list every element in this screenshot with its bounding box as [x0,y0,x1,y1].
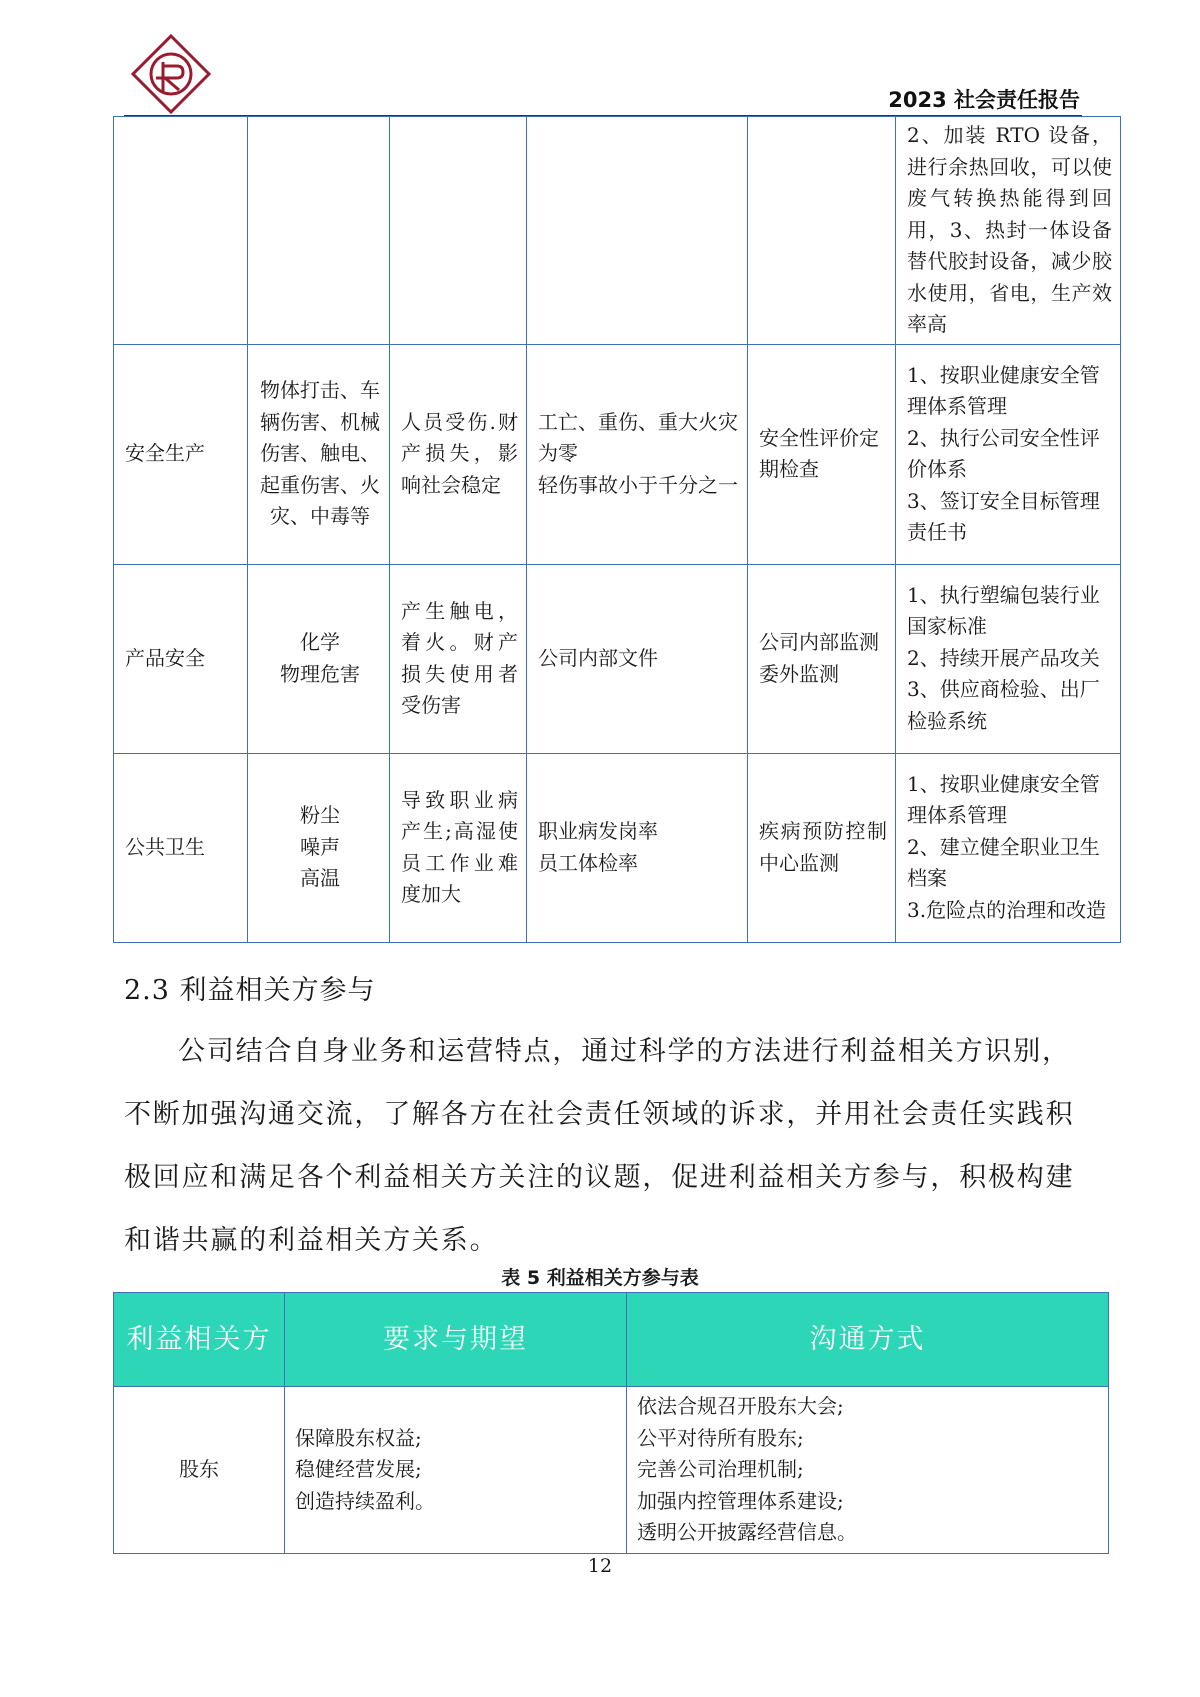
table-row [114,117,1121,345]
section-heading: 2.3 利益相关方参与 [124,975,376,1006]
table-cell: 依法合规召开股东大会; 公平对待所有股东; 完善公司治理机制; 加强内控管理体系建设; 透明公开披露经营信息。 [627,1387,1109,1554]
risk-table [113,116,1121,943]
table-cell: 产生触电，着火。财产损失使用者受伤害 [390,564,527,753]
table-cell [390,117,527,345]
column-header: 要求与期望 [285,1293,627,1387]
column-header: 利益相关方 [114,1293,285,1387]
table-cell [527,117,748,345]
table-header-row [114,1293,1109,1387]
table-cell: 公司内部文件 [527,564,748,753]
table-cell: 职业病发岗率 员工体检率 [527,753,748,942]
report-title: 2023 社会责任报告 [888,88,1080,112]
section-paragraph: 公司结合自身业务和运营特点，通过科学的方法进行利益相关方识别，不断加强沟通交流，了解各方在社会责任领域的诉求，并用社会责任实践积极回应和满足各个利益相关方关注的议题，促进利益相关方参与，积极构建和谐共赢的利益相关方关系。 [124,1036,1075,1256]
table-cell: 公司内部监测 委外监测 [748,564,896,753]
table-cell: 公共卫生 [114,753,248,942]
page-number: 12 [587,1555,613,1577]
table-cell: 2、加装 RTO 设备，进行余热回收，可以使废气转换热能得到回用，3、热封一体设备替代胶封设备，减少胶水使用，省电，生产效率高 [896,117,1121,345]
table-cell [748,117,896,345]
table-cell: 1、按职业健康安全管理体系管理 2、执行公司安全性评价体系 3、签订安全目标管理责任书 [896,344,1121,564]
table-cell: 疾病预防控制中心监测 [748,753,896,942]
table-cell: 产品安全 [114,564,248,753]
table-row [114,1387,1109,1554]
table-row [114,753,1121,942]
table-row [114,344,1121,564]
table-cell: 1、按职业健康安全管理体系管理 2、建立健全职业卫生档案 3.危险点的治理和改造 [896,753,1121,942]
table-cell: 物体打击、车辆伤害、机械伤害、触电、起重伤害、火灾、中毒等 [248,344,390,564]
table-cell: 1、执行塑编包装行业国家标准 2、持续开展产品攻关 3、供应商检验、出厂检验系统 [896,564,1121,753]
table-cell: 人员受伤.财产损失，影响社会稳定 [390,344,527,564]
company-logo [130,34,212,120]
table-cell: 化学 物理危害 [248,564,390,753]
table-cell: 股东 [114,1387,285,1554]
stakeholder-table [113,1292,1109,1554]
table-row [114,564,1121,753]
table-caption: 表 5 利益相关方参与表 [501,1267,699,1289]
table-cell: 工亡、重伤、重大火灾为零 轻伤事故小于千分之一 [527,344,748,564]
table-cell: 安全性评价定期检查 [748,344,896,564]
table-cell [248,117,390,345]
column-header: 沟通方式 [627,1293,1109,1387]
table-cell: 粉尘 噪声 高温 [248,753,390,942]
table-cell: 导致职业病产生;高湿使员工作业难度加大 [390,753,527,942]
table-cell: 保障股东权益; 稳健经营发展; 创造持续盈利。 [285,1387,627,1554]
table-cell [114,117,248,345]
table-cell: 安全生产 [114,344,248,564]
